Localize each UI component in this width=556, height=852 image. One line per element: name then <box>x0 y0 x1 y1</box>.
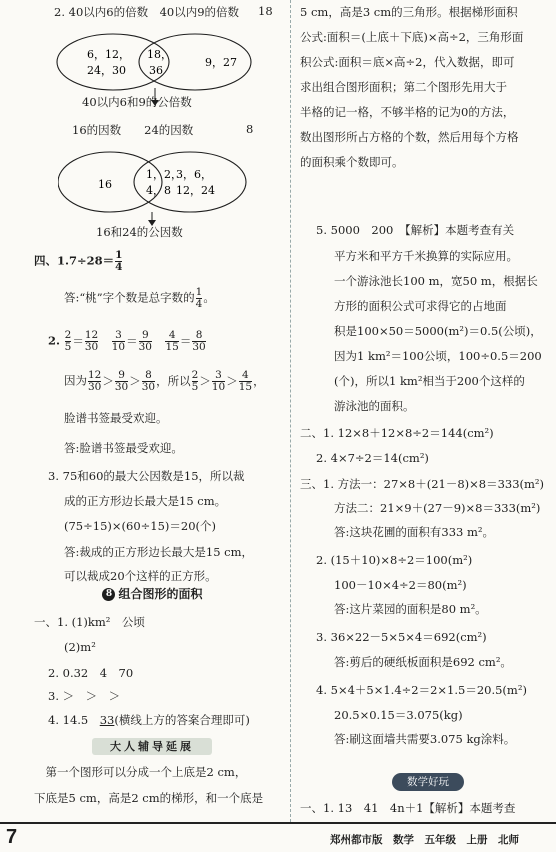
s3-q1: 三、1. 方法一：27×8＋(21－8)×8＝333(m²) <box>300 477 545 491</box>
footer-text: 郑州都市版 数学 五年级 上册 北师 <box>330 834 519 846</box>
tutor-banner: 大人辅导延展 <box>92 738 212 755</box>
q3-line3: (75÷15)×(60÷15)＝20(个) <box>64 519 216 533</box>
q5-line8: 游泳池的面积。 <box>334 399 415 413</box>
s3-q2b: 100－10×4÷2＝80(m²) <box>334 578 467 592</box>
r-p3: 积公式:面积＝底×高÷2，代入数据，即可 <box>300 55 515 69</box>
because-operator-2: ，所以 <box>156 373 191 388</box>
venn1-left-line1: 6，12， <box>87 48 130 61</box>
because-fraction-5: $\frac{4}{15}$ <box>238 369 253 393</box>
q2-fraction-5: $\frac{8}{30}$ <box>192 329 206 353</box>
venn1-middle-line1: 18， <box>147 48 172 61</box>
s3-q1b: 方法二：21×9＋(27－9)×8＝333(m²) <box>334 501 541 515</box>
section4-prefix: 四、1. <box>34 253 70 268</box>
s3-q4c: 答:刷这面墙共需要3.075 kg涂料。 <box>334 732 516 746</box>
q2-operator-2: ＝ <box>126 333 138 348</box>
q2-operator-0: ＝ <box>72 333 84 348</box>
math-fun-badge: 数学好玩 <box>392 773 464 791</box>
venn1-right-line1: 9，27 <box>205 56 237 69</box>
section4-fraction: $\frac{1}{4}$ <box>115 249 123 273</box>
s3-q2c: 答:这片菜园的面积是80 m²。 <box>334 602 487 616</box>
venn1-left-line2: 24，30 <box>87 64 126 77</box>
s3-q4: 4. 5×4＋5×1.4÷2＝2×1.5＝20.5(m²) <box>316 683 527 697</box>
q2-heading: 2. 40以内6的倍数 40以内9的倍数 <box>54 5 240 19</box>
because-fraction-4: $\frac{3}{10}$ <box>211 369 226 393</box>
column-divider <box>290 0 291 822</box>
q2b-heading: 16的因数 24的因数 <box>72 123 194 137</box>
r-p5: 半格的记一格，不够半格的记为0的方法， <box>300 105 515 119</box>
r-p4: 求出组合图形面积；第二个图形先用大于 <box>300 80 507 94</box>
section4-q1 <box>34 250 123 273</box>
venn1-caption: 40以内6和9的公倍数 <box>82 95 192 109</box>
s3-q1c: 答:这块花圃的面积有333 m²。 <box>334 525 494 539</box>
r-p6: 数出图形所占方格的个数，然后用每个方格 <box>300 130 519 144</box>
fun-q1: 一、1. 13 41 4n＋1【解析】本题考查 <box>300 801 516 815</box>
s3-q3: 3. 36×22－5×5×4＝692(cm²) <box>316 630 487 644</box>
s1-q3: 3. ＞ ＞ ＞ <box>48 689 121 703</box>
s1-q2: 2. 0.32 4 70 <box>48 666 134 680</box>
venn2-middle-line1: 1，2， <box>146 168 182 181</box>
q3-line4: 答:裁成的正方形边长最大是15 cm， <box>64 545 254 559</box>
section4-q2-label: 2. <box>48 333 61 348</box>
page-number: 7 <box>6 826 18 848</box>
venn2-right-line1: 3，6， <box>176 168 212 181</box>
q2-fraction-2: $\frac{3}{10}$ <box>111 329 126 353</box>
venn2-middle-line2: 4，8 <box>146 184 171 197</box>
q2-operator-1 <box>99 334 111 348</box>
q2-operator-4: ＝ <box>179 333 192 348</box>
because-fraction-2: $\frac{8}{30}$ <box>141 369 156 393</box>
q5-line6: 因为1 km²＝100公顷，100÷0.5＝200 <box>334 349 542 363</box>
q3-line2: 成的正方形边长最大是15 cm。 <box>64 494 227 508</box>
section4-answer1: 答:“桃”字个数是总字数的 $\frac{1}{4}$ 。 <box>64 286 215 310</box>
r-p2: 公式:面积＝(上底＋下底)×高÷2，三角形面 <box>300 30 524 44</box>
because-chain: 因为 $\frac{12}{30}$ ＞ $\frac{9}{30}$ ＞ $\frac{8}{30}$ ，所以 $\frac{2}{5}$ ＞ $\frac{3}{10}$ ＞ $\frac{4}{15}$ ， <box>64 369 265 393</box>
q5-line3: 一个游泳池长100 m，宽50 m，根据长 <box>334 274 538 288</box>
section4-expr: 7÷28＝ <box>69 253 115 268</box>
because-operator-0: ＞ <box>102 373 114 388</box>
q5-line4: 方形的面积公式可求得它的占地面 <box>334 299 507 313</box>
q5-line2: 平方米和平方千米换算的实际应用。 <box>334 249 518 263</box>
s3-q3b: 答:剪后的硬纸板面积是692 cm²。 <box>334 655 512 669</box>
because-operator-4: ＞ <box>226 373 238 388</box>
because-line2: 脸谱书签最受欢迎。 <box>64 411 168 425</box>
tutor-para1: 第一个图形可以分成一个上底是2 cm， <box>34 765 247 779</box>
venn1-left-ellipse <box>57 34 169 90</box>
q3-line5: 可以裁成20个这样的正方形。 <box>64 569 217 583</box>
q5-line5: 积是100×50＝5000(m²)＝0.5(公顷)， <box>334 324 542 338</box>
q2-fraction-0: $\frac{2}{5}$ <box>64 329 72 353</box>
q5-line7: (个)，所以1 km²相当于200个这样的 <box>334 374 525 388</box>
venn-diagram-factors <box>58 138 258 230</box>
because-fraction-1: $\frac{9}{30}$ <box>114 369 129 393</box>
q2-fraction-3: $\frac{9}{30}$ <box>138 329 152 353</box>
venn1-middle-line2: 36 <box>149 64 163 77</box>
q5-line1: 5. 5000 200 【解析】本题考查有关 <box>316 223 515 237</box>
s3-q2: 2. (15＋10)×8÷2＝100(m²) <box>316 553 473 567</box>
q2-operator-3 <box>153 334 165 348</box>
venn2-right-line2: 12，24 <box>176 184 215 197</box>
s3-q4b: 20.5×0.15＝3.075(kg) <box>334 708 463 722</box>
because-operator-5: ， <box>253 373 265 388</box>
q2-score-b: 8 <box>246 122 254 136</box>
because-fraction-0: $\frac{12}{30}$ <box>88 369 102 393</box>
venn2-right-ellipse <box>134 152 246 212</box>
r-p1: 5 cm，高是3 cm的三角形。根据梯形面积 <box>300 5 518 19</box>
s2-q2: 2. 4×7÷2＝14(cm²) <box>316 451 429 465</box>
section-title <box>65 585 240 603</box>
answer2: 答:脸谱书签最受欢迎。 <box>64 441 183 455</box>
q3-line1: 3. 75和60的最大公因数是15，所以裁 <box>48 469 245 483</box>
q2-fraction-4: $\frac{4}{15}$ <box>165 329 179 353</box>
venn2-caption: 16和24的公因数 <box>96 225 183 239</box>
s1-q4: 4. 14.5 33(横线上方的答案合理即可) <box>48 713 250 727</box>
q2-score-a: 18 <box>258 4 273 18</box>
because-fraction-3: $\frac{2}{5}$ <box>191 369 199 393</box>
because-operator-3: ＞ <box>199 373 211 388</box>
section4-q2-fractions <box>48 330 207 353</box>
tutor-para2: 下底是5 cm，高是2 cm的梯形，和一个底是 <box>34 791 264 805</box>
section-title-text: 组合图形的面积 <box>118 587 203 601</box>
because-operator-1: ＞ <box>129 373 141 388</box>
s1-q1b: (2)m² <box>64 640 96 654</box>
q2-fraction-1: $\frac{12}{30}$ <box>84 329 99 353</box>
r-p7: 的面积乘个数即可。 <box>300 155 404 169</box>
section-number-badge: 8 <box>102 588 115 601</box>
s2-q1: 二、1. 12×8＋12×8÷2＝144(cm²) <box>300 426 494 440</box>
s1-q1: 一、1. (1)km² 公顷 <box>34 615 145 629</box>
venn2-left-line1: 16 <box>98 178 112 191</box>
